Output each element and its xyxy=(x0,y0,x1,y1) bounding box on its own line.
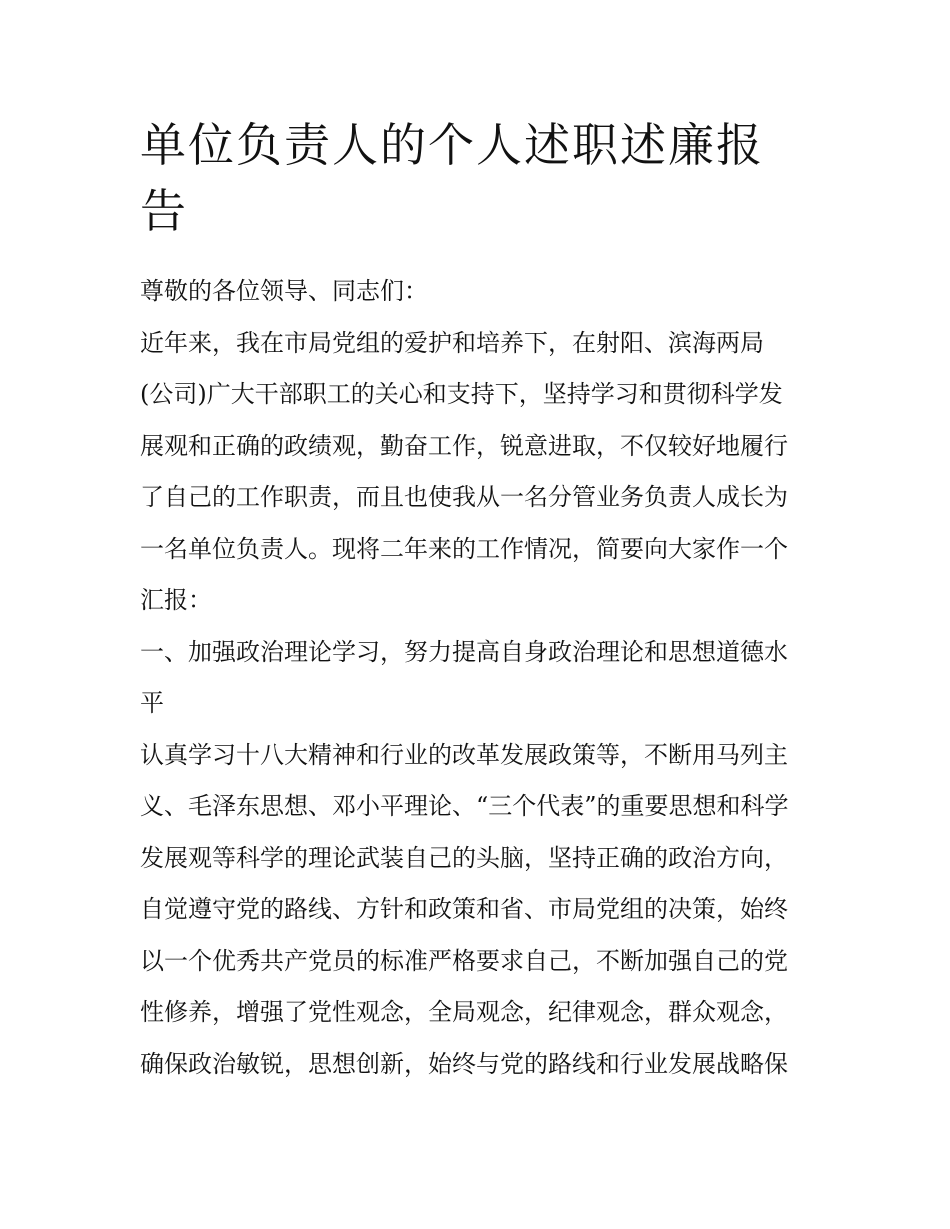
salutation: 尊敬的各位领导、同志们： xyxy=(140,277,428,305)
text-line: 认真学习十八大精神和行业的改革发展政策等，不断用马列主 xyxy=(140,740,788,769)
text-line: 了自己的工作职责，而且也使我从一名分管业务负责人成长为 xyxy=(140,483,788,511)
text-line: 一名单位负责人。现将二年来的工作情况，简要向大家作一个 xyxy=(140,534,788,563)
text-line: 近年来，我在市局党组的爱护和培养下，在射阳、滨海两局 xyxy=(140,328,764,357)
title-line: 告 xyxy=(140,184,188,238)
text-line: 发展观等科学的理论武装自己的头脑，坚持正确的政治方向， xyxy=(140,843,788,872)
text-line: 展观和正确的政绩观，勤奋工作，锐意进取，不仅较好地履行 xyxy=(140,431,788,460)
text-line: 以一个优秀共产党员的标准严格要求自己，不断加强自己的党 xyxy=(140,946,788,975)
document-title xyxy=(140,112,810,244)
section-heading-line: 一、加强政治理论学习，努力提高自身政治理论和思想道德水 xyxy=(140,637,788,666)
text-line: 性修养，增强了党性观念，全局观念，纪律观念，群众观念， xyxy=(140,998,788,1026)
title-line: 单位负责人的个人述职述廉报 xyxy=(140,118,764,172)
document-content xyxy=(140,112,820,1090)
text-line: (公司)广大干部职工的关心和支持下，坚持学习和贯彻科学发 xyxy=(140,380,783,408)
section-heading-line: 平 xyxy=(140,689,164,717)
text-line: 自觉遵守党的路线、方针和政策和省、市局党组的决策，始终 xyxy=(140,895,788,923)
document-body xyxy=(140,266,820,1090)
text-line: 确保政治敏锐，思想创新，始终与党的路线和行业发展战略保 xyxy=(140,1049,788,1078)
text-line: 汇报： xyxy=(140,586,212,614)
text-line: 义、毛泽东思想、邓小平理论、“三个代表”的重要思想和科学 xyxy=(140,792,789,820)
